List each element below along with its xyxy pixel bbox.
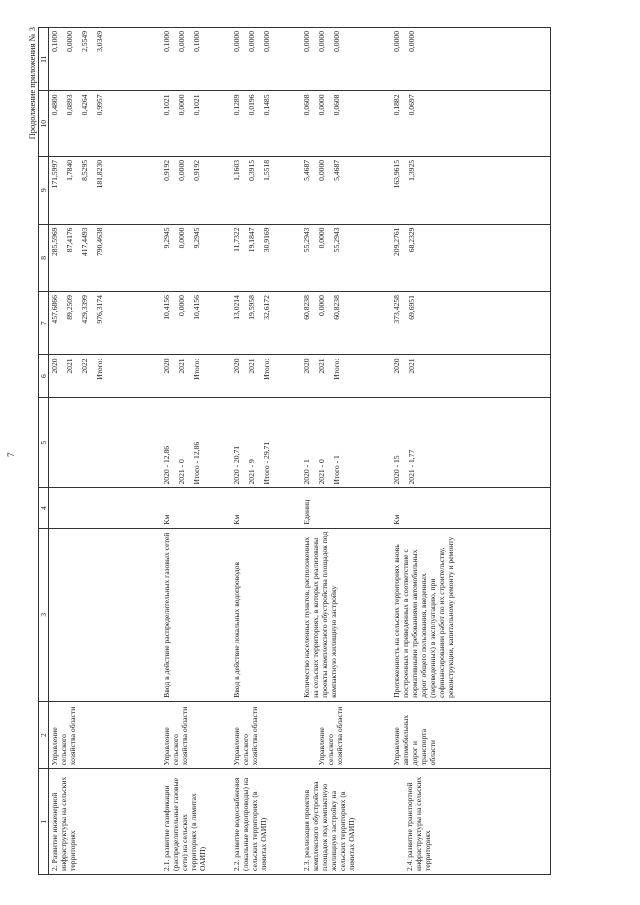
continuation-title: Продолжение приложения № 3 (27, 27, 37, 140)
amount: 0,0000 (231, 31, 241, 52)
amount: 0,0697 (406, 94, 416, 116)
value-line: 2021 - 0 (176, 459, 186, 485)
amount: 790,4638 (95, 227, 105, 256)
year: Итого: (191, 358, 201, 380)
year: 2022 (80, 358, 90, 374)
amount: 0,1882 (391, 94, 401, 116)
amount: 11,7322 (231, 227, 241, 252)
unit-cell: Км (231, 488, 301, 528)
value-line: Итого - 12,86 (191, 441, 201, 485)
amount: 0,1289 (231, 94, 241, 116)
page-number: 7 (6, 452, 16, 457)
amount: 429,3399 (80, 295, 90, 324)
amount: 55,2943 (301, 227, 311, 253)
amount: 1,3925 (406, 159, 416, 181)
value-line: Итого - 29,71 (261, 441, 271, 485)
header-cell: 8 (39, 224, 49, 292)
amount-cell (161, 28, 231, 91)
amount-cell (161, 224, 231, 292)
value-cell (161, 397, 231, 488)
value-line: 2020 - 15 (391, 455, 401, 485)
amount-cell (161, 156, 231, 224)
amount-cell (161, 91, 231, 156)
executor-cell: Управление сельского хозяйства области (231, 701, 301, 769)
amount: 976,3174 (95, 295, 105, 324)
year: Итого: (95, 358, 105, 380)
amount: 10,4156 (191, 295, 201, 320)
value-cell (231, 397, 301, 488)
amount: 373,4258 (391, 295, 401, 324)
amount: 0,9957 (95, 94, 105, 116)
direction-cell: 2. Развитие инженерной инфраструктуры на сельских территориях (49, 769, 161, 875)
year-cell (49, 355, 161, 397)
year: 2021 (406, 358, 416, 374)
value-cell (49, 397, 161, 488)
unit-cell: Км (161, 488, 231, 528)
table-row (231, 28, 301, 875)
amount: 0,0000 (391, 31, 401, 52)
amount-cell (231, 28, 301, 91)
value-line: 2020 - 1 (301, 459, 311, 485)
amount: 0,0000 (176, 295, 186, 316)
year: 2021 (176, 358, 186, 374)
header-cell: 10 (39, 91, 49, 156)
amount: 9,2945 (161, 227, 171, 249)
amount: 0,1000 (161, 31, 171, 52)
amount: 0,1000 (191, 31, 201, 52)
amount: 0,4264 (80, 94, 90, 116)
amount: 89,2509 (65, 295, 75, 320)
year-cell (231, 355, 301, 397)
year: 2020 (50, 358, 60, 374)
value-cell (301, 397, 391, 488)
amount: 1,7840 (65, 159, 75, 181)
direction-cell: 2.3. реализация проектов комплексного обустройства площадок под компактную жилищную застройку на сельских территориях (в лимитах ОАИП) (301, 769, 391, 875)
amount: 0,1485 (261, 94, 271, 116)
amount: 0,0893 (65, 94, 75, 116)
year: 2020 (231, 358, 241, 374)
amount: 0,1021 (191, 94, 201, 116)
program-table (38, 27, 551, 875)
unit-cell: Единиц (301, 488, 391, 528)
amount-cell (391, 292, 551, 355)
amount: 0,0000 (331, 31, 341, 52)
amount: 2,5549 (80, 31, 90, 52)
amount: 0,0000 (176, 227, 186, 249)
amount: 30,9169 (261, 227, 271, 253)
table-row (49, 28, 161, 875)
year: 2021 (65, 358, 75, 374)
amount-cell (49, 292, 161, 355)
year: 2020 (301, 358, 311, 374)
direction-cell: 2.1. развитие газификации (распределительные газовые сети) на сельских территориях (в лимитах ОАИП) (161, 769, 231, 875)
indicator-cell: Количество населенных пунктов, расположенных на сельских территориях, в которых реализованы проекты комплексного обустройства площадок под компактную жилищную застройку (301, 528, 391, 701)
amount: 68,2329 (406, 227, 416, 253)
amount-cell (391, 224, 551, 292)
amount: 0,0000 (176, 94, 186, 116)
year: 2021 (316, 358, 326, 374)
amount: 0,0608 (301, 94, 311, 116)
amount: 19,5958 (246, 295, 256, 320)
header-cell: 4 (39, 488, 49, 528)
amount: 87,4176 (65, 227, 75, 253)
amount-cell (391, 156, 551, 224)
amount-cell (391, 91, 551, 156)
year: Итого: (261, 358, 271, 380)
amount-cell (49, 91, 161, 156)
amount-cell (49, 28, 161, 91)
amount: 0,1021 (161, 94, 171, 116)
amount: 0,0000 (176, 31, 186, 52)
amount: 0,0000 (316, 295, 326, 316)
value-line: 2021 - 0 (316, 459, 326, 485)
unit-cell (49, 488, 161, 528)
amount-cell (231, 91, 301, 156)
amount: 0,4800 (50, 94, 60, 116)
amount-cell (231, 292, 301, 355)
header-cell: 2 (39, 701, 49, 769)
executor-cell: Управление сельского хозяйства области (49, 701, 161, 769)
executor-cell: Управление сельского хозяйства области (301, 701, 391, 769)
value-line: Итого - 1 (331, 455, 341, 485)
amount: 13,0214 (231, 295, 241, 320)
amount: 0,0000 (316, 159, 326, 181)
amount: 32,6172 (261, 295, 271, 320)
amount: 209,2761 (391, 227, 401, 256)
amount: 285,5969 (50, 227, 60, 256)
value-line: 2020 - 20,71 (231, 445, 241, 485)
amount: 171,5997 (50, 159, 60, 189)
amount: 0,0000 (406, 31, 416, 52)
amount: 0,0000 (261, 31, 271, 52)
amount: 0,3915 (246, 159, 256, 181)
year-cell (161, 355, 231, 397)
amount: 0,0000 (176, 159, 186, 181)
header-cell: 6 (39, 355, 49, 397)
amount: 60,8238 (301, 295, 311, 320)
value-line: 2021 - 1,77 (406, 449, 416, 485)
amount: 19,1847 (246, 227, 256, 253)
header-cell: 3 (39, 528, 49, 701)
year: 2020 (161, 358, 171, 374)
amount-cell (301, 292, 391, 355)
amount: 3,0349 (95, 31, 105, 52)
amount: 0,0000 (316, 94, 326, 116)
amount-cell (161, 292, 231, 355)
table-row (161, 28, 231, 875)
unit-cell: Км (391, 488, 551, 528)
amount: 5,4687 (301, 159, 311, 181)
amount: 0,0608 (331, 94, 341, 116)
table-row (301, 28, 391, 875)
header-cell: 11 (39, 28, 49, 91)
amount: 0,0000 (246, 31, 256, 52)
amount-cell (231, 224, 301, 292)
header-cell: 5 (39, 397, 49, 488)
header-row (39, 28, 49, 875)
direction-cell: 2.2. развитие водоснабжения (локальные водопроводы) на сельских территориях (в лимитах ОАИП) (231, 769, 301, 875)
amount: 55,2943 (331, 227, 341, 253)
indicator-cell: Протяженность на сельских территориях вновь построенных и приведенных в соответствие с нормативными требованиями автомобильных дорог общего пользования, введенных (переведенных) в эксплуатацию, при софинансировании работ по их строительству, реконструкции, капитальному ремонту и ремонту (391, 528, 551, 701)
direction-cell: 2.4. развитие транспортной инфраструктуры на сельских территориях (391, 769, 551, 875)
amount: 60,8238 (331, 295, 341, 320)
year: Итого: (331, 358, 341, 380)
amount: 0,0000 (301, 31, 311, 52)
amount: 0,0196 (246, 94, 256, 116)
amount: 0,0000 (316, 227, 326, 249)
amount: 0,9192 (161, 159, 171, 181)
year-cell (391, 355, 551, 397)
amount: 5,4687 (331, 159, 341, 181)
amount-cell (49, 156, 161, 224)
amount-cell (231, 156, 301, 224)
value-line: 2020 - 12,86 (161, 445, 171, 485)
amount-cell (301, 91, 391, 156)
amount: 181,8230 (95, 159, 105, 189)
amount: 0,0000 (316, 31, 326, 52)
table-row (391, 28, 551, 875)
year-cell (301, 355, 391, 397)
header-cell: 7 (39, 292, 49, 355)
amount: 1,1603 (231, 159, 241, 181)
executor-cell: Управление автомобильных дорог и транспорта области (391, 701, 551, 769)
indicator-cell: Ввод в действие распределительных газовых сетей (161, 528, 231, 701)
amount: 0,0000 (65, 31, 75, 52)
amount: 9,2945 (191, 227, 201, 249)
amount-cell (301, 28, 391, 91)
amount: 8,5295 (80, 159, 90, 181)
year: 2020 (391, 358, 401, 374)
amount: 457,6866 (50, 295, 60, 324)
amount-cell (301, 224, 391, 292)
amount: 1,5518 (261, 159, 271, 181)
amount: 10,4156 (161, 295, 171, 320)
indicator-cell: Ввод в действие локальных водопроводов (231, 528, 301, 701)
value-line: 2021 - 9 (246, 459, 256, 485)
amount-cell (391, 28, 551, 91)
header-cell: 9 (39, 156, 49, 224)
indicator-cell (49, 528, 161, 701)
year: 2021 (246, 358, 256, 374)
amount-cell (49, 224, 161, 292)
executor-cell: Управление сельского хозяйства области (161, 701, 231, 769)
amount: 163,9615 (391, 159, 401, 189)
amount: 69,6951 (406, 295, 416, 320)
amount-cell (301, 156, 391, 224)
amount: 0,1000 (50, 31, 60, 52)
amount: 0,9192 (191, 159, 201, 181)
amount: 417,4493 (80, 227, 90, 256)
header-cell: 1 (39, 769, 49, 875)
value-cell (391, 397, 551, 488)
